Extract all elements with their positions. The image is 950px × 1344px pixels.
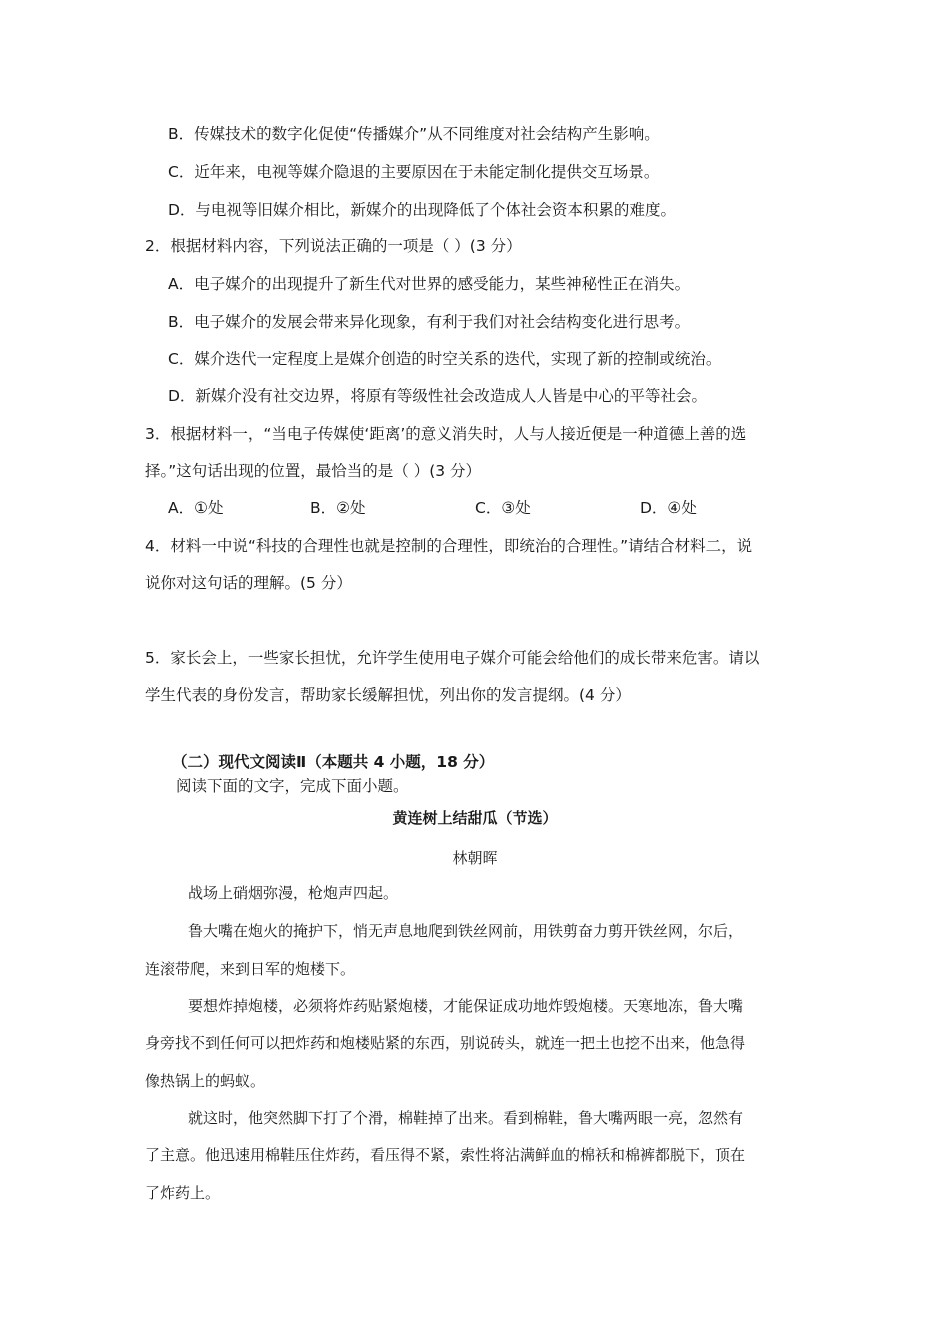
q1-option-c: C．近年来，电视等媒介隐退的主要原因在于未能定制化提供交互场景。 [168,163,660,181]
q4-line2: 说你对这句话的理解。(5 分） [145,574,352,592]
q3-choice-d: D．④处 [640,499,697,517]
passage-paragraph-4-line2: 了主意。他迅速用棉鞋压住炸药，看压得不紧，索性将沾满鲜血的棉袄和棉裤都脱下，顶在 [145,1146,746,1164]
q1-option-d: D．与电视等旧媒介相比，新媒介的出现降低了个体社会资本积累的难度。 [168,201,676,219]
passage-paragraph-4-line1: 就这时，他突然脚下打了个滑，棉鞋掉了出来。看到棉鞋，鲁大嘴两眼一亮，忽然有 [188,1109,744,1127]
section-instruction: 阅读下面的文字，完成下面小题。 [176,777,409,795]
passage-paragraph-1: 战场上硝烟弥漫，枪炮声四起。 [188,884,399,902]
q5-line2: 学生代表的身份发言，帮助家长缓解担忧，列出你的发言提纲。(4 分） [145,686,631,704]
passage-paragraph-3-line1: 要想炸掉炮楼，必须将炸药贴紧炮楼，才能保证成功地炸毁炮楼。天寒地冻，鲁大嘴 [188,997,744,1015]
q2-stem: 2．根据材料内容，下列说法正确的一项是（ ）(3 分） [145,237,522,255]
q2-option-a: A．电子媒介的出现提升了新生代对世界的感受能力，某些神秘性正在消失。 [168,275,691,293]
q2-option-c: C．媒介迭代一定程度上是媒介创造的时空关系的迭代，实现了新的控制或统治。 [168,350,722,368]
q3-choice-b: B．②处 [310,499,366,517]
q3-choice-c: C．③处 [475,499,531,517]
passage-paragraph-4-line3: 了炸药上。 [145,1184,221,1202]
passage-title: 黄连树上结甜瓜（节选） [392,809,558,827]
q3-choice-a: A．①处 [168,499,224,517]
passage-paragraph-2-line1: 鲁大嘴在炮火的掩护下，悄无声息地爬到铁丝网前，用铁剪奋力剪开铁丝网，尔后， [188,922,744,940]
q3-stem-line2: 择。”这句话出现的位置，最恰当的是（ ）(3 分） [145,462,482,480]
passage-author: 林朝晖 [452,849,498,867]
q4-line1: 4．材料一中说“科技的合理性也就是控制的合理性，即统治的合理性。”请结合材料二，说 [145,537,753,555]
q3-stem-line1: 3．根据材料一，“当电子传媒使‘距离’的意义消失时，人与人接近便是一种道德上善的选 [145,425,747,443]
q2-option-b: B．电子媒介的发展会带来异化现象，有利于我们对社会结构变化进行思考。 [168,313,691,331]
passage-paragraph-2-line2: 连滚带爬，来到日军的炮楼下。 [145,960,356,978]
q2-option-d: D．新媒介没有社交边界，将原有等级性社会改造成人人皆是中心的平等社会。 [168,387,707,405]
passage-paragraph-3-line2: 身旁找不到任何可以把炸药和炮楼贴紧的东西，别说砖头，就连一把土也挖不出来，他急得 [145,1034,746,1052]
q1-option-b: B．传媒技术的数字化促使“传播媒介”从不同维度对社会结构产生影响。 [168,125,660,143]
passage-paragraph-3-line3: 像热锅上的蚂蚁。 [145,1072,266,1090]
q5-line1: 5．家长会上，一些家长担忧，允许学生使用电子媒介可能会给他们的成长带来危害。请以 [145,649,760,667]
section-heading: （二）现代文阅读Ⅱ（本题共 4 小题，18 分） [172,753,495,771]
